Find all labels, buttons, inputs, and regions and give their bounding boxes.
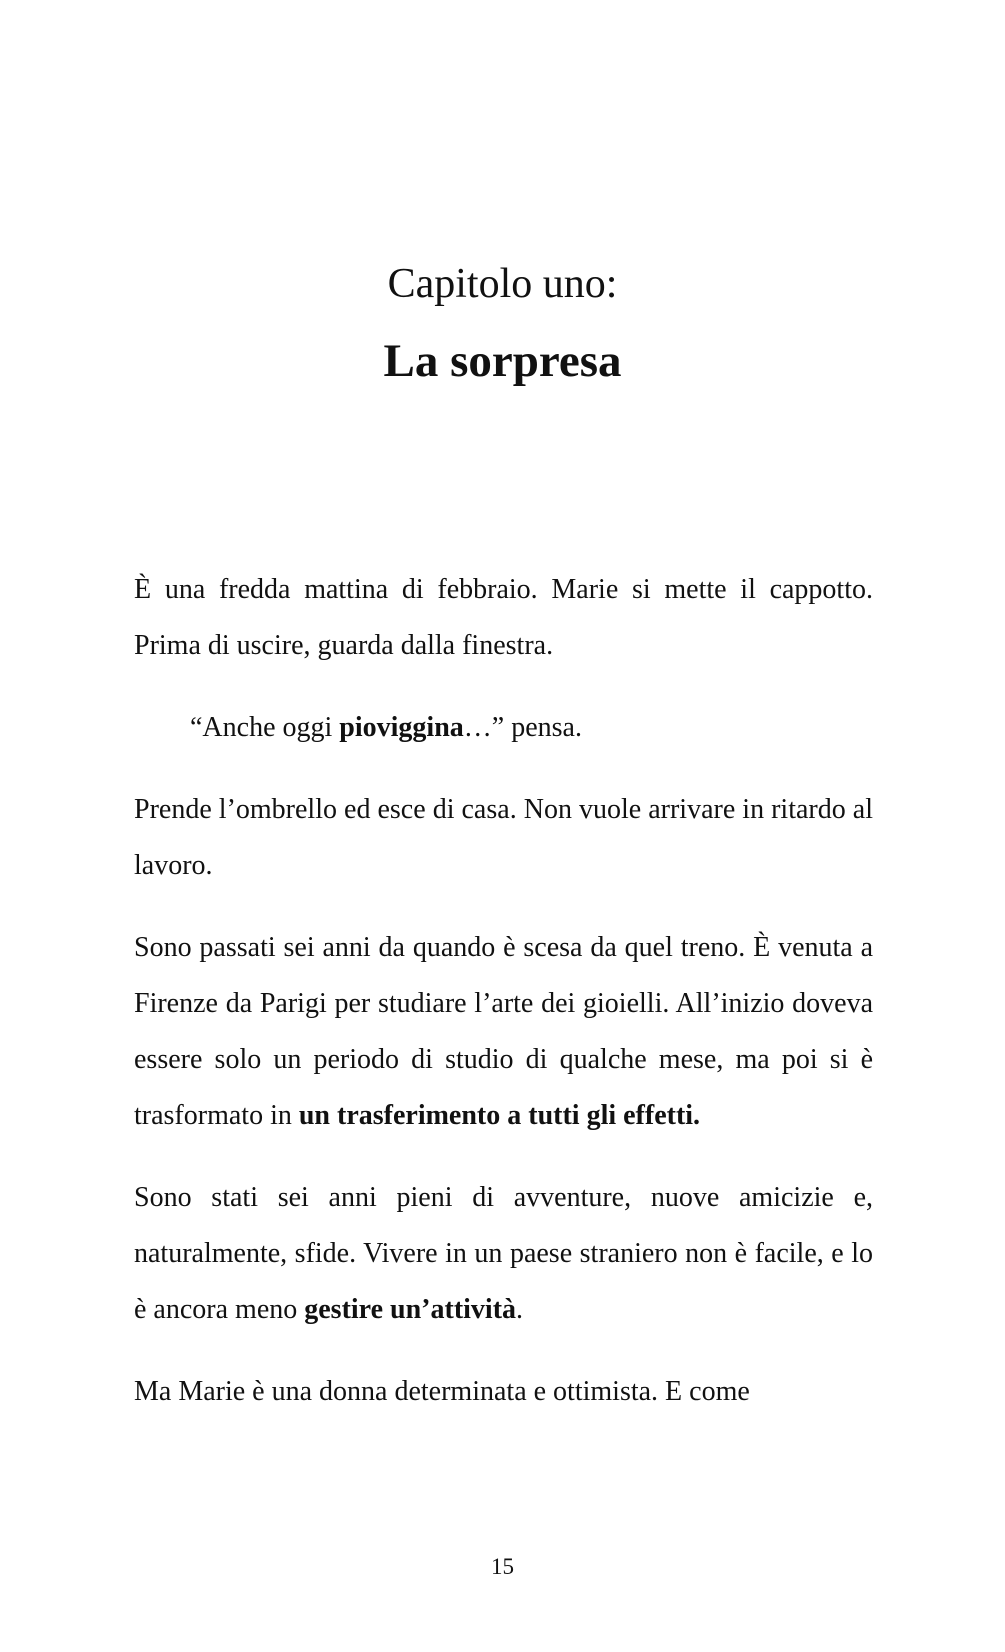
- chapter-label: Capitolo uno:: [387, 261, 618, 307]
- body-text: [134, 562, 873, 1420]
- paragraph-6: Ma Marie è una donna determinata e ottimista. E come: [134, 1376, 750, 1407]
- paragraph-5: Sono stati sei anni pieni di avventure, nuove amicizie e, naturalmente, sfide. Vivere in un paese straniero non è facile, e lo è ancora meno gestire un’attività.: [134, 1182, 873, 1325]
- paragraph-4: Sono passati sei anni da quando è scesa da quel treno. È venuta a Firenze da Parigi per studiare l’arte dei gioielli. All’inizio doveva essere solo un periodo di studio di qualche mese, ma poi si è trasformato in un trasferimento a tutti gli effetti.: [134, 932, 873, 1131]
- chapter-title: La sorpresa: [383, 335, 622, 387]
- bold-term: un trasferimento a tutti gli effetti.: [298, 1100, 701, 1131]
- bold-term: gestire un’attività: [304, 1294, 517, 1325]
- paragraph-3: Prende l’ombrello ed esce di casa. Non vuole arrivare in ritardo al lavoro.: [134, 794, 873, 881]
- page-number: 15: [491, 1554, 514, 1579]
- paragraph-2: “Anche oggi pioviggina…” pensa.: [190, 712, 582, 743]
- bold-term: pioviggina: [339, 712, 464, 743]
- paragraph-1: È una fredda mattina di febbraio. Marie si mette il cappotto. Prima di uscire, guarda dalla finestra.: [134, 574, 873, 661]
